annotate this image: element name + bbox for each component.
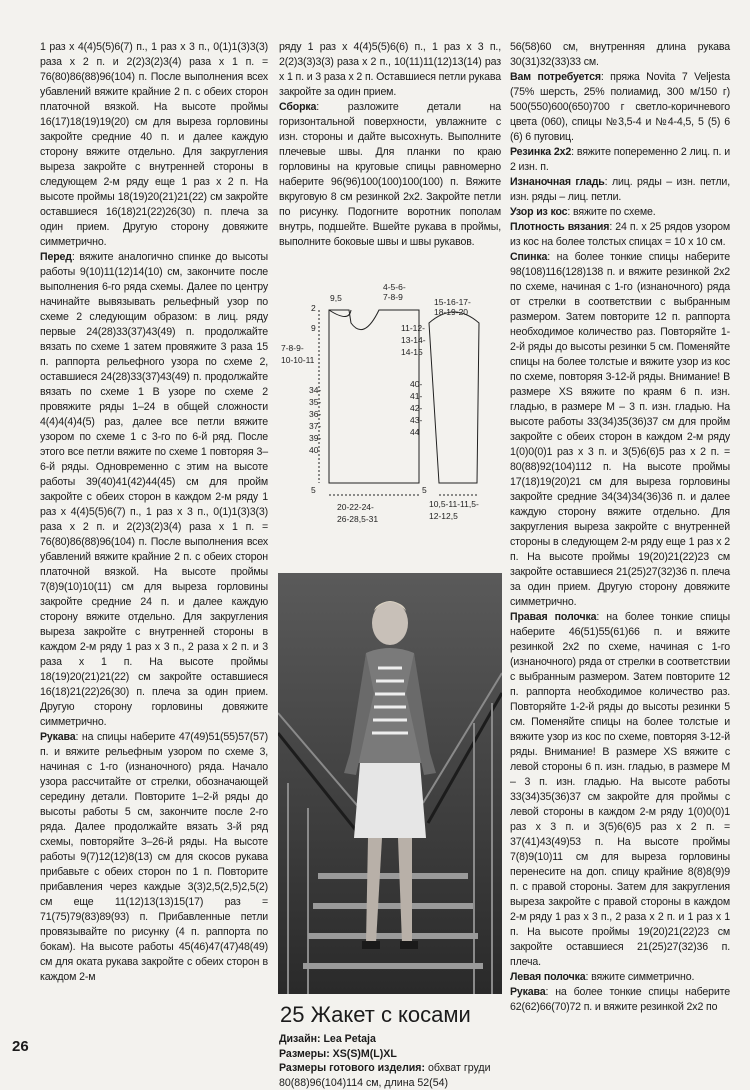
paragraph-front: Перед: вяжите аналогично спинке до высоты работы 9(10)11(12)14(10) см, закончите после выполнения 6-го ряда схемы. Далее по центру начинайте вывязывать рельефный узор по схеме 2 следующим образом: в лиц. ряду первые 24(28)33(37)43(49) п. продолжайте вязать по схеме 1 затем провяжите 3 раза 15 п. раппорта рельефного узора по схеме 2, оставшиеся 24(28)33(37)43(49) п. продолжайте вязать по схеме 1 В узоре по схеме 2 провяжите ряды 1–24 в общей сложности 4(4)4(4)4(5) раз, далее все петли вяжите узором по схеме 1 с 3-го по 6-й ряд. После этого все петли вяжите по схеме 1 повторяя 3–6-й ряды. Одновременно с этим на высоте работы 39(40)41(42)44(45) см для пройм закройте с обеих сторон в каждом 2-м ряду 1 раз x 4(4)5(5)6(7) п., 1 раз x 3 п., 0(1)1(3)3(3) раза x 2 п. и 2(2)3(2)3(4) раза x 1 п. = 76(80)86(88)96(104) п. После выполнения всех убавлений вяжите крайние 2 п. с обеих сторон платочной вязкой. На высоте проймы 7(8)9(10)10(11) см для выреза горловины закройте средние 24 п. и далее каждую сторону вяжите отдельно. Для закругления выреза закройте с внутренней стороны в каждом 2-м ряду 1 раз x 3 п., 2 раза x 2 п. и 3 раза x 1 п. На высоте проймы 18(19)20(21)21(22) см закройте оставшиеся 16(18)21(22)26(30) п. плеча за один прием. Другую сторону горловины довяжите симметрично. xyxy=(40,251,268,728)
label-cuff-width-b: 12-12,5 xyxy=(429,511,458,521)
label-shoulder-b: 7-8-9 xyxy=(383,292,403,302)
text-column-3 xyxy=(510,40,730,1015)
label-length-a: 34- xyxy=(309,385,322,395)
paragraph-materials: Вам потребуется: пряжа Novita 7 Veljesta (75% шерсть, 25% полиамид, 300 м/150 г) 500(550)600(650)700 г светло-коричневого цвета (060), спицы №3,5-4 и №4-4,5, 5 (5) 6 (6) 6 пуговиц. xyxy=(510,71,730,143)
paragraph-right-front: Правая полочка: на более тонкие спицы наберите 46(51)55(61)66 п. и вяжите резинкой 2x2 по схеме, начиная с 1-го (изнаночного) ряда от стрелки в соответствии с выбранным размером. Затем повторите 12 п. раппорта необходимое количество раз. Повторяйте 1-2-й ряды до высоты резинки 5 см. Поменяйте спицы на более толстые и вяжите узор из кос по схеме, повторяя 3-12-й ряды. Внимание! В размере XS вяжите с левой стороны 6 п. изн. гладью, в размере M – 3 п. изн. гладью. На высоте работы 33(34)35(36)37 см закройте для проймы с левой стороны в каждом 2-м ряду 1(0)0(0)1 раз x 3 п. и 3(5)6(6)5 раз x 2 п. = 37(41)43(49)53 п. На высоте проймы 7(8)9(10)11 см для выреза горловины перенесите на доп. спицу крайние 8(8)8(9)9 п. с правой стороны. Затем для закругления выреза закройте с правой стороны в каждом 2-м ряду 1 раз x 3 п., 2 раза x 2 п. и 1 раз x 1 п. На высоте проймы 19(20)21(22)23 см закройте оставшиеся 21(25)27(32)36 п. плеча. xyxy=(510,611,730,968)
label-cuff-height: 5 xyxy=(422,485,427,495)
text-column-1 xyxy=(40,40,268,985)
pattern-schematic xyxy=(279,283,501,533)
paragraph-length-continued: 56(58)60 см, внутренняя длина рукава 30(31)32(33)33 см. xyxy=(510,41,730,68)
label-cap-height-b: 13-14- xyxy=(401,335,426,345)
paragraph-back-continued: 1 раз x 4(4)5(5)6(7) п., 1 раз x 3 п., 0(1)1(3)3(3) раза x 2 п. и 2(2)3(2)3(4) раза x 1 п. = 76(80)86(88)96(104) п. После выполнения всех убавлений вяжите крайние 2 п. с обеих сторон платочной вязкой. На высоте проймы 16(17)18(19)19(20) см для выреза горловины закройте средние 40 п. и далее каждую сторону вяжите отдельно. Для закругления выреза закройте с внутренней стороны в следующем 2-м ряду еще 1 раз x 2 п. На высоте проймы 18(19)20(21)21(22) см закройте оставшиеся 16(18)21(22)26(30) п. плеча за один прием. Другую сторону довяжите симметрично. xyxy=(40,41,268,248)
label-length-f: 40 xyxy=(309,445,319,455)
label-rib-height: 5 xyxy=(311,485,316,495)
label-cap-height-c: 14-15 xyxy=(401,347,423,357)
credit-sizes: Размеры: XS(S)M(L)XL xyxy=(279,1047,397,1060)
credit-design: Дизайн: Lea Petaja xyxy=(279,1033,376,1045)
paragraph-gauge: Плотность вязания: 24 п. x 25 рядов узором из кос на более толстых спицах = 10 x 10 см. xyxy=(510,221,730,248)
paragraph-cable: Узор из кос: вяжите по схеме. xyxy=(510,206,656,218)
paragraph-sleeves-2: Рукава: на более тонкие спицы наберите 62(62)66(70)72 п. и вяжите резинкой 2x2 по xyxy=(510,986,730,1013)
paragraph-left-front: Левая полочка: вяжите симметрично. xyxy=(510,971,695,983)
label-width-b: 26-28,5-31 xyxy=(337,514,379,524)
paragraph-rib: Резинка 2x2: вяжите попеременно 2 лиц. п. и 2 изн. п. xyxy=(510,146,730,173)
label-cap-b: 18-19-20 xyxy=(434,307,469,317)
model-photo xyxy=(278,573,502,994)
paragraph-reverse-stockinette: Изнаночная гладь: лиц. ряды – изн. петли, изн. ряды – лиц. петли. xyxy=(510,176,730,203)
sleeve-outline xyxy=(429,312,479,483)
label-armhole-c: 10-10-11 xyxy=(281,355,315,365)
label-armhole-b: 7-8-9- xyxy=(281,343,304,353)
label-sleeve-len-e: 44 xyxy=(410,427,420,437)
label-sleeve-len-a: 40- xyxy=(410,379,423,389)
pattern-title: 25 Жакет с косами xyxy=(280,1002,471,1027)
label-neck-width: 9,5 xyxy=(330,293,342,303)
label-length-b: 35- xyxy=(309,397,322,407)
label-length-c: 36- xyxy=(309,409,322,419)
paragraph-assembly: Сборка: разложите детали на горизонтальной поверхности, увлажните с изн. стороны и дайте высохнуть. Выполните плечевые швы. Для планки по краю горловины на круговые спицы равномерно наберите 96(96)100(100)100(100) п. Вяжите вкруговую 8 см резинкой 2x2. Закройте петли по рисунку. Подогните воротник пополам внутрь, подшейте. Вшейте рукава в проймы, выполните боковые швы и швы рукавов. xyxy=(279,101,501,248)
label-cap-a: 15-16-17- xyxy=(434,297,471,307)
paragraph-sleeve-cap: ряду 1 раз x 4(4)5(5)6(6) п., 1 раз x 3 п., 2(2)3(3)3(3) раза x 2 п., 10(11)11(12)13(14) раз x 1 п. и 3 раза x 2 п. Оставшиеся петли рукава закройте за один прием. xyxy=(279,41,501,98)
label-sleeve-len-d: 43- xyxy=(410,415,423,425)
label-neck-depth: 2 xyxy=(311,303,316,313)
label-length-e: 39- xyxy=(309,433,322,443)
label-cap-height-a: 11-12- xyxy=(401,323,425,333)
label-sleeve-len-b: 41- xyxy=(410,391,423,401)
paragraph-back: Спинка: на более тонкие спицы наберите 98(108)116(128)138 п. и вяжите резинкой 2x2 по схеме, начиная с 1-го (изнаночного) ряда от стрелки в соответствии с выбранным размером. Затем повторите 12 п. раппорта необходимое количество раз. Повторяйте 1-2-й ряды до высоты резинки 5 см. Поменяйте спицы на более толстые и вяжите узор из кос по схеме, повторяя 3-12-й ряды. Внимание! В размере XS вяжите по краям 6 п. изн. гладью, в размере M – 3 п. изн. гладью. На высоте работы 33(34)35(36)37 см для пройм закройте с обеих сторон в каждом 2-м ряду 1(0)0(0)1 раз x 3 п. и 3(5)6(6)5 раз x 2 п. = 80(88)92(104)112 п. На высоте проймы 17(18)19(20)21 см для выреза горловины закройте средние 34(34)34(36)36 п. и далее каждую сторону вяжите отдельно. Для закругления выреза закройте с внутренней стороны в следующем 2-м ряду еще 1 раз x 2 п. На высоте проймы 19(20)21(22)23 см закройте оставшиеся 21(25)27(32)36 п. плеча за один прием. Другую сторону довяжите симметрично. xyxy=(510,251,730,608)
text-column-2 xyxy=(279,40,501,250)
credit-finished: Размеры готового изделия: обхват груди 80(88)96(104)114 см, длина 52(54) xyxy=(279,1062,491,1089)
label-shoulder-a: 4-5-6- xyxy=(383,283,406,292)
page-number: 26 xyxy=(12,1038,29,1055)
pattern-credits xyxy=(279,1032,501,1090)
label-armhole-a: 9 xyxy=(311,323,316,333)
label-sleeve-len-c: 42- xyxy=(410,403,423,413)
label-length-d: 37- xyxy=(309,421,322,431)
label-width-a: 20-22-24- xyxy=(337,502,374,512)
paragraph-sleeves: Рукава: на спицы наберите 47(49)51(55)57(57) п. и вяжите рельефным узором по схеме 3, начиная с 1-го (изнаночного) ряда. Начало узора рассчитайте от стрелки, обозначающей середину детали. Повторите 1–2-й ряды до высоты работы 5 см, закончите после 2-го ряда. Далее продолжайте вязать 3-й ряд схемы, повторяйте 3–26-й ряды. На высоте работы 9(7)12(12)8(13) см для скосов рукава прибавьте с обеих сторон по 1 п. Повторите прибавления через каждые 3(3)2,5(2,5)2,5(2) см еще 11(12)13(13)15(17) раз = 71(75)79(83)89(93) п. Прибавленные петли провязывайте по рисунку (4 п. раппорта по бокам). На высоте работы 45(46)47(47)48(49) см для оката рукава закройте с обеих сторон в каждом 2-м xyxy=(40,731,268,983)
label-cuff-width-a: 10,5-11-11,5- xyxy=(429,499,479,509)
